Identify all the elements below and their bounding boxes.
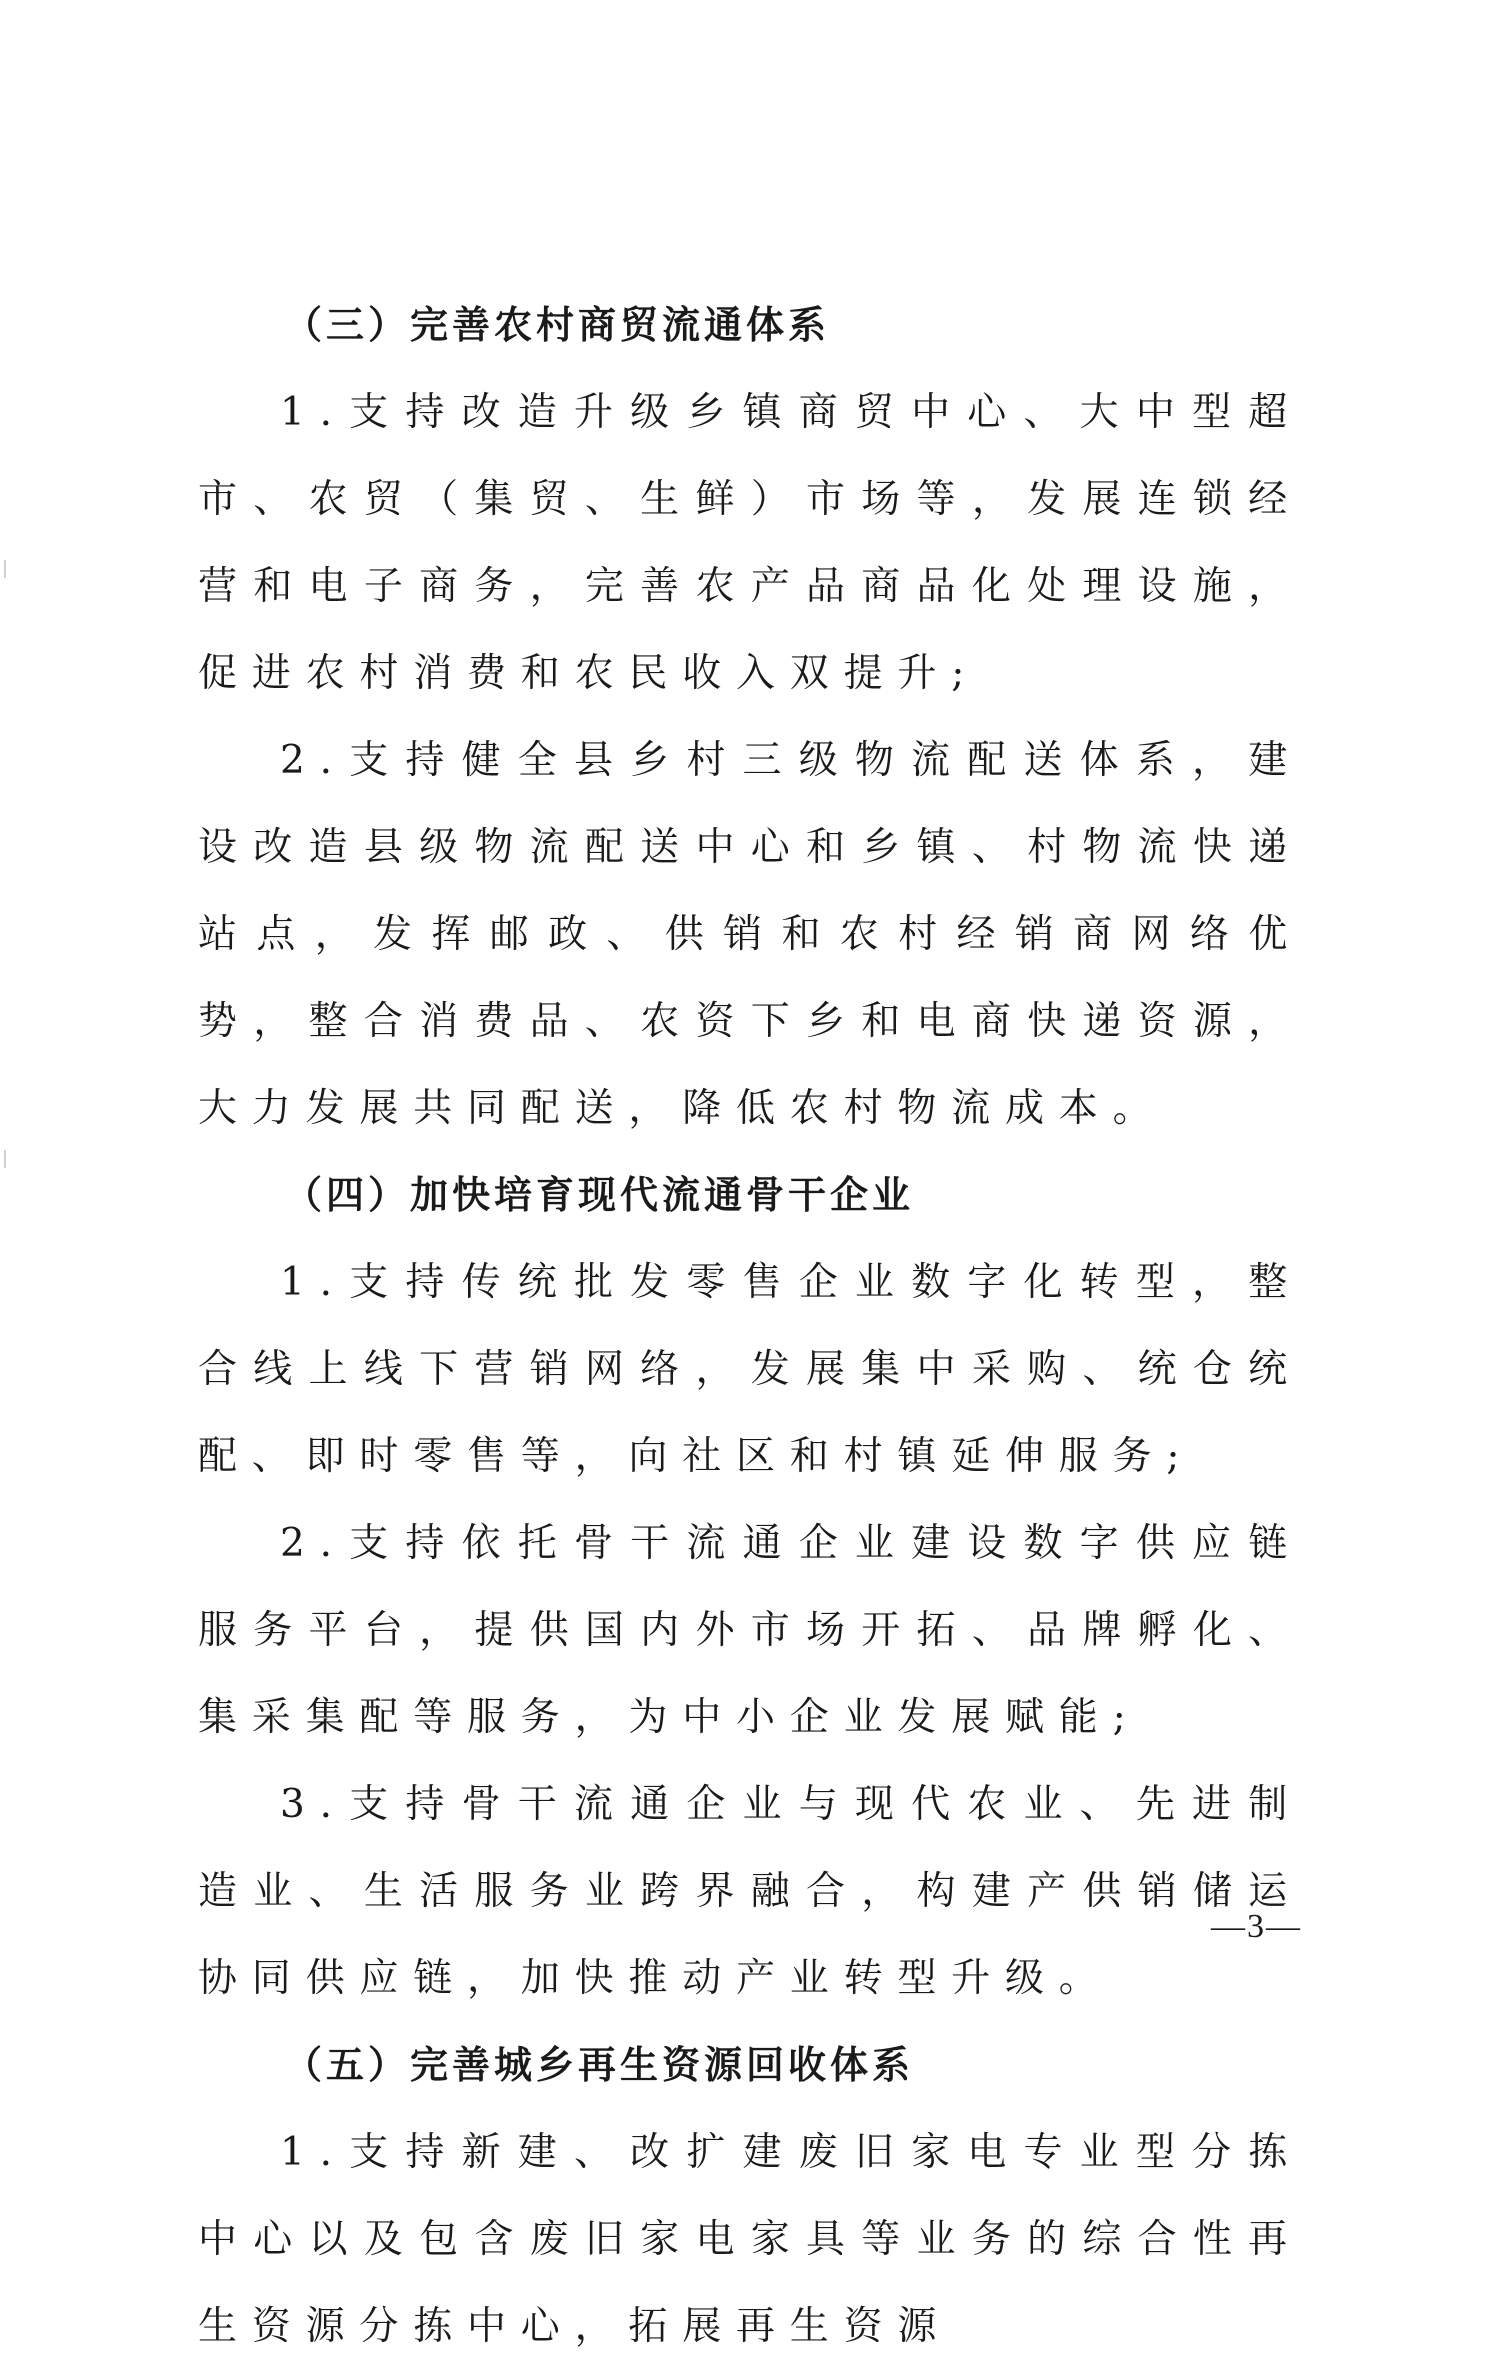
scan-binding-mark <box>4 560 6 578</box>
page-number: —3— <box>1211 1908 1302 1945</box>
section-3 <box>198 282 1302 1152</box>
section-heading: （五）完善城乡再生资源回收体系 <box>284 2043 915 2087</box>
section-5 <box>198 2022 1302 2370</box>
paragraph: 3.支持骨干流通企业与现代农业、先进制造业、生活服务业跨界融合，构建产供销储运协同供应链，加快推动产业转型升级。 <box>198 1782 1302 2001</box>
document-body <box>198 282 1302 2370</box>
paragraph: 1.支持改造升级乡镇商贸中心、大中型超市、农贸（集贸、生鲜）市场等，发展连锁经营和电子商务，完善农产品商品化处理设施，促进农村消费和农民收入双提升; <box>198 390 1302 696</box>
paragraph: 2.支持依托骨干流通企业建设数字供应链服务平台，提供国内外市场开拓、品牌孵化、集采集配等服务，为中小企业发展赋能; <box>198 1521 1302 1740</box>
paragraph: 1.支持传统批发零售企业数字化转型，整合线上线下营销网络，发展集中采购、统仓统配、即时零售等，向社区和村镇延伸服务; <box>198 1260 1302 1479</box>
paragraph: 2.支持健全县乡村三级物流配送体系，建设改造县级物流配送中心和乡镇、村物流快递站点，发挥邮政、供销和农村经销商网络优势，整合消费品、农资下乡和电商快递资源，大力发展共同配送，降低农村物流成本。 <box>198 738 1302 1131</box>
section-heading: （三）完善农村商贸流通体系 <box>284 303 831 347</box>
scan-binding-mark <box>4 1150 6 1168</box>
section-4 <box>198 1152 1302 2022</box>
section-heading: （四）加快培育现代流通骨干企业 <box>284 1173 915 1217</box>
paragraph: 1.支持新建、改扩建废旧家电专业型分拣中心以及包含废旧家电家具等业务的综合性再生资源分拣中心，拓展再生资源 <box>198 2130 1302 2349</box>
